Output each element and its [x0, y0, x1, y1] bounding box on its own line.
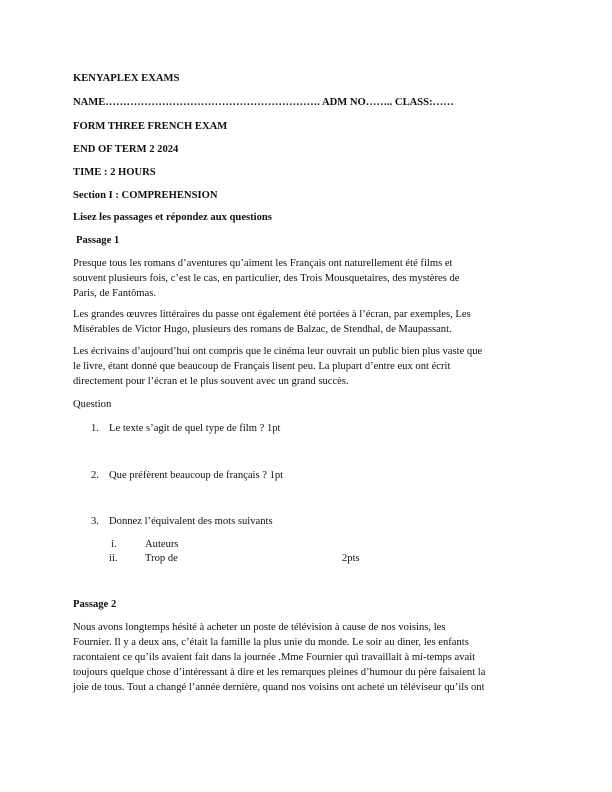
text-line: Les grandes œuvres littéraires du passe ont également été portées à l’écran, par exemples, Les [73, 309, 471, 320]
text-line: souvent plusieurs fois, c’est le cas, en particulier, des Trois Mousquetaires, des mystères de [73, 273, 460, 284]
text-line: Misérables de Victor Hugo, plusieurs des romans de Balzac, de Stendhal, de Maupassant. [73, 324, 452, 335]
text-line: le livre, étant donné que beaucoup de Français lisent peu. La plupart d’entre eux ont écrit [73, 361, 451, 372]
passage-1-paragraph-3 [73, 344, 482, 389]
text-line: toujours quelque chose d’intéressant à dire et les remarques pleines d’humour du père faisaient la [73, 667, 486, 678]
question-3-text: Donnez l’équivalent des mots suivants [109, 516, 273, 527]
exam-title: FORM THREE FRENCH EXAM [73, 121, 228, 132]
school-name: KENYAPLEX EXAMS [73, 73, 180, 84]
exam-term: END OF TERM 2 2024 [73, 144, 179, 155]
passage-2-paragraph [73, 620, 485, 695]
passage-1-paragraph-1 [73, 256, 459, 301]
passage-1-paragraph-2 [73, 307, 471, 337]
text-line: Les écrivains d’aujourd’hui ont compris que le cinéma leur ouvrait un public bien plus vaste que [73, 346, 483, 357]
subitem-i-number: i. [111, 539, 117, 550]
text-line: Fournier. Il y a deux ans, c’était la famille la plus unie du monde. Le soir au diner, les enfants [73, 637, 469, 648]
instruction: Lisez les passages et répondez aux questions [73, 212, 272, 223]
subitem-i-text: Auteurs [145, 539, 179, 550]
question-2-text: Que préfèrent beaucoup de français ? 1pt [109, 470, 284, 481]
passage-1-title: Passage 1 [76, 235, 120, 246]
subitem-marks: 2pts [342, 553, 360, 564]
exam-time: TIME : 2 HOURS [73, 167, 156, 178]
text-line: joie de tous. Tout a changé l’année dernière, quand nos voisins ont acheté un téléviseur qu’ils ont [73, 682, 485, 693]
text-line: Presque tous les romans d’aventures qu’aiment les Français ont naturellement été films et [73, 258, 453, 269]
passage-2-title: Passage 2 [73, 599, 117, 610]
question-heading: Question [73, 399, 112, 410]
question-3-number: 3. [91, 516, 99, 527]
section-heading: Section I : COMPREHENSION [73, 190, 218, 201]
name-adm-class-line: NAME……………………………………………………. ADM NO…….. CLASS:…… [73, 97, 454, 108]
text-line: racontaient ce qu’ils avaient fait dans la journée .Mme Fournier qui travaillait à mi-temps avait [73, 652, 476, 663]
question-2-number: 2. [91, 470, 99, 481]
text-line: Paris, de Fantômas. [73, 288, 156, 299]
text-line: Nous avons longtemps hésité à acheter un poste de télévision à cause de nos voisins, les [73, 622, 446, 633]
question-1-number: 1. [91, 423, 99, 434]
subitem-ii-number: ii. [109, 553, 118, 564]
subitem-ii-text: Trop de [145, 553, 178, 564]
text-line: directement pour l’écran et le plus souvent avec un grand succès. [73, 376, 349, 387]
question-1-text: Le texte s’agit de quel type de film ? 1pt [109, 423, 281, 434]
